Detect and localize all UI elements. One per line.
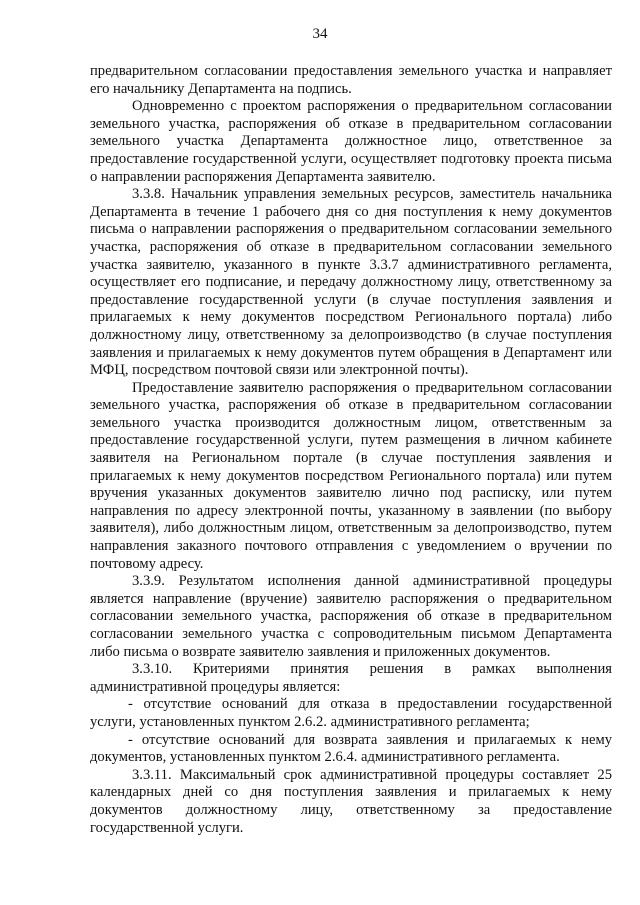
- page-number: 34: [312, 26, 328, 42]
- paragraph-3-3-11: 3.3.11. Максимальный срок административной процедуры составляет 25 календарных дней со дня поступления заявления и прилагаемых к нему документов должностному лицу, ответственному за предоставление государственной услуги.: [90, 766, 612, 836]
- paragraph-3-3-10: 3.3.10. Критериями принятия решения в рамках выполнения административной процедуры является:: [90, 661, 612, 695]
- paragraph-approval-continuation: предварительном согласовании предоставления земельного участка и направляет его начальнику Департамента на подпись.: [90, 63, 612, 97]
- paragraph-3-3-9: 3.3.9. Результатом исполнения данной административной процедуры является направление (вручение) заявителю распоряжения о предварительном согласовании земельного участка, распоряжения об отказе в предварительном согласовании земельного участка с сопроводительным письмом Департамента либо письма о возврате заявителю заявления и приложенных документов.: [90, 573, 612, 660]
- paragraph-3-3-8: 3.3.8. Начальник управления земельных ресурсов, заместитель начальника Департамента в течение 1 рабочего дня со дня поступления к нему документов письма о направлении распоряжения о предварительном согласовании земельного участка, распоряжения об отказе в предварительном согласовании земельного участка заявителю, указанного в пункте 3.3.7 административного регламента, осуществляет его подписание, и передачу должностному лицу, ответственному за предоставление государственной услуги (в случае поступления заявления и прилагаемых к нему документов посредством Регионального портала) либо должностному лицу, ответственному за делопроизводство (в случае поступления заявления и прилагаемых к нему документов путем обращения в Департамент или МФЦ, посредством почтовой связи или электронной почты).: [90, 186, 612, 379]
- paragraph-letter-preparation: Одновременно с проектом распоряжения о предварительном согласовании земельного участка, распоряжения об отказе в предварительном согласовании земельного участка Департамента должностное лицо, ответственное за предоставление государственной услуги, осуществляет подготовку проекта письма о направлении распоряжения Департамента заявителю.: [90, 98, 612, 185]
- list-item-refusal-grounds: - отсутствие оснований для отказа в предоставлении государственной услуги, установленных пунктом 2.6.2. административного регламента;: [90, 696, 612, 730]
- list-item-return-grounds: - отсутствие оснований для возврата заявления и прилагаемых к нему документов, установленных пунктом 2.6.4. административного регламента.: [90, 731, 612, 766]
- document-body: [90, 63, 612, 837]
- paragraph-delivery-to-applicant: Предоставление заявителю распоряжения о предварительном согласовании земельного участка, распоряжения об отказе в предварительном согласовании земельного участка производится должностным лицом, ответственным за предоставление государственной услуги, путем размещения в личном кабинете заявителя на Региональном портале (в случае поступления заявления и прилагаемых к нему документов посредством Регионального портала) или путем вручения указанных документов заявителю лично под расписку, или путем направления по адресу электронной почты, указанному в заявлении (по выбору заявителя), либо должностным лицом, ответственным за делопроизводство, путем направления заказного почтового отправления с уведомлением о вручении по почтовому адресу.: [90, 379, 612, 572]
